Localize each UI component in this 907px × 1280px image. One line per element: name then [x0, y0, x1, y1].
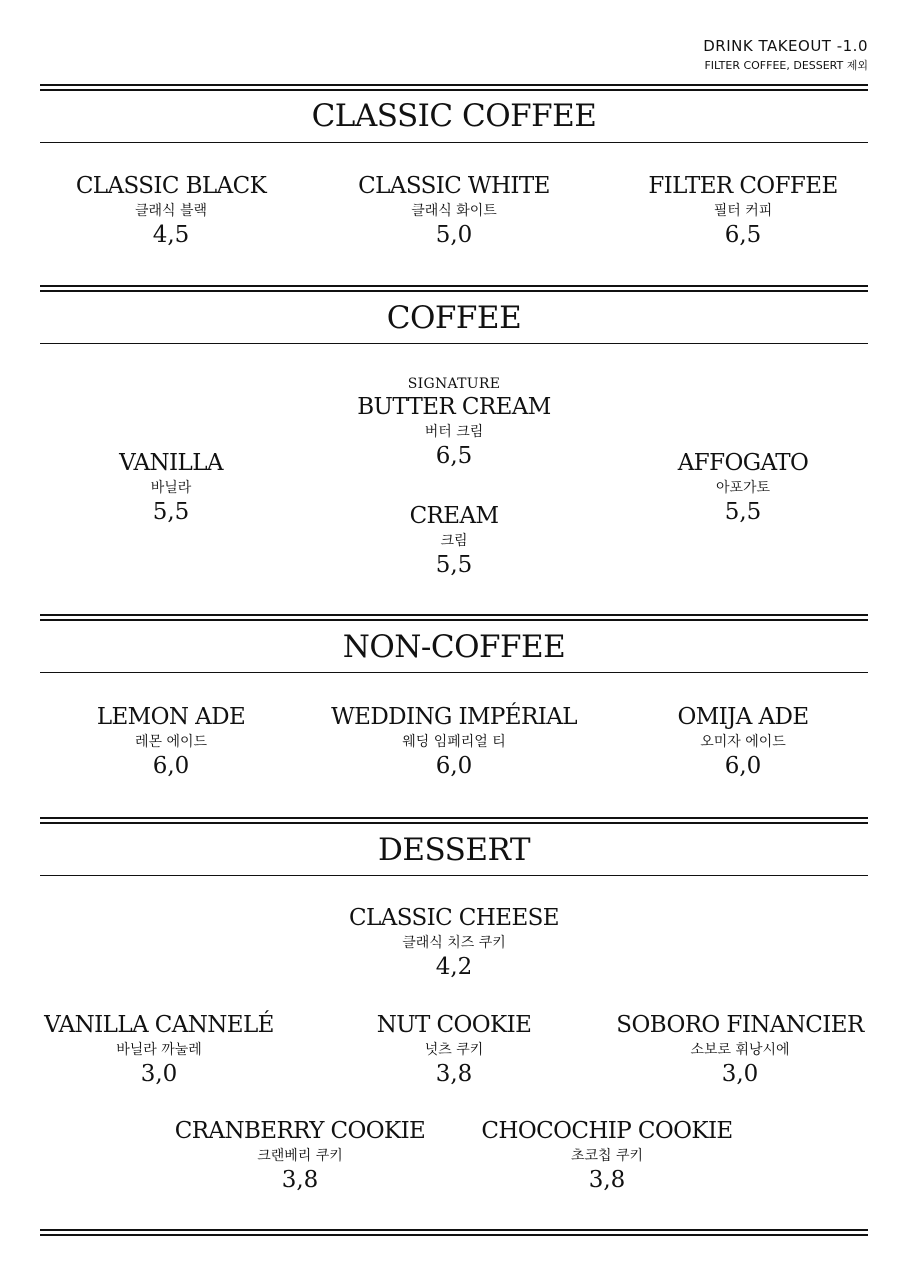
item-korean-name: 넛츠 쿠키 — [424, 1042, 484, 1058]
item-korean-name: 바닐라 — [150, 480, 192, 496]
double-divider — [40, 84, 868, 86]
item-price: 3,8 — [281, 1167, 319, 1193]
item-price: 3,0 — [721, 1061, 759, 1087]
item-price: 4,2 — [435, 954, 473, 980]
item-korean-name: 클래식 블랙 — [134, 203, 208, 219]
item-korean-name: 초코칩 쿠키 — [570, 1148, 644, 1164]
item-price: 3,8 — [435, 1061, 473, 1087]
menu-item-omija-ade — [583, 706, 903, 778]
item-name: NUT COOKIE — [376, 1012, 532, 1038]
item-name: CLASSIC WHITE — [358, 173, 550, 199]
item-name: CLASSIC CHEESE — [349, 905, 559, 931]
item-price: 3,8 — [588, 1167, 626, 1193]
item-name: CRANBERRY COOKIE — [174, 1118, 426, 1144]
double-divider — [40, 614, 868, 616]
section-title-non-coffee: NON-COFFEE — [342, 629, 566, 665]
signature-label: SIGNATURE — [407, 376, 501, 392]
item-korean-name: 크림 — [440, 533, 468, 549]
item-name: FILTER COFFEE — [648, 173, 838, 199]
item-name: LEMON ADE — [96, 704, 246, 730]
section-divider — [40, 343, 868, 344]
item-name: CREAM — [409, 503, 499, 529]
item-price: 5,5 — [724, 499, 762, 525]
item-korean-name: 오미자 에이드 — [700, 734, 786, 750]
menu-item-cream — [294, 505, 614, 577]
section-divider — [40, 142, 868, 143]
menu-item-nut-cookie — [294, 1014, 614, 1086]
menu-item-affogato — [583, 452, 903, 524]
menu-item-chocochip-cookie — [447, 1120, 767, 1192]
menu-item-cranberry-cookie — [140, 1120, 460, 1192]
menu-item-classic-black — [11, 175, 331, 247]
takeout-exclusion-note: FILTER COFFEE, DESSERT 제외 — [704, 59, 868, 72]
item-name: SOBORO FINANCIER — [616, 1012, 864, 1038]
menu-item-classic-cheese — [294, 907, 614, 979]
item-korean-name: 웨딩 임페리얼 티 — [402, 734, 506, 750]
item-korean-name: 클래식 화이트 — [411, 203, 497, 219]
item-korean-name: 버터 크림 — [424, 424, 484, 440]
menu-item-filter-coffee — [583, 175, 903, 247]
item-price: 5,5 — [435, 552, 473, 578]
section-divider — [40, 875, 868, 876]
item-price: 6,0 — [435, 753, 473, 779]
item-name: OMIJA ADE — [677, 704, 809, 730]
item-korean-name: 클래식 치즈 쿠키 — [402, 935, 506, 951]
section-divider — [40, 672, 868, 673]
item-name: CHOCOCHIP COOKIE — [481, 1118, 733, 1144]
item-name: VANILLA CANNELÉ — [44, 1012, 274, 1038]
menu-item-butter-cream — [294, 377, 614, 468]
item-korean-name: 필터 커피 — [713, 203, 773, 219]
item-price: 5,5 — [152, 499, 190, 525]
menu-item-vanilla — [11, 452, 331, 524]
section-title-coffee: COFFEE — [386, 300, 522, 336]
menu-item-vanilla-cannele — [0, 1014, 319, 1086]
item-name: VANILLA — [119, 450, 223, 476]
menu-item-soboro-financier — [580, 1014, 900, 1086]
item-name: WEDDING IMPÉRIAL — [331, 704, 577, 730]
section-title-classic-coffee: CLASSIC COFFEE — [311, 98, 597, 134]
item-price: 6,0 — [152, 753, 190, 779]
item-price: 4,5 — [152, 222, 190, 248]
section-title-dessert: DESSERT — [377, 832, 530, 868]
menu-item-classic-white — [294, 175, 614, 247]
item-price: 5,0 — [435, 222, 473, 248]
item-name: BUTTER CREAM — [357, 394, 551, 420]
item-name: CLASSIC BLACK — [75, 173, 267, 199]
item-korean-name: 크랜베리 쿠키 — [257, 1148, 343, 1164]
item-korean-name: 레몬 에이드 — [134, 734, 208, 750]
item-korean-name: 아포가토 — [715, 480, 771, 496]
double-divider — [40, 285, 868, 287]
menu-item-lemon-ade — [11, 706, 331, 778]
item-price: 6,5 — [724, 222, 762, 248]
double-divider — [40, 1229, 868, 1231]
item-korean-name: 소보로 휘낭시에 — [690, 1042, 790, 1058]
item-price: 6,5 — [435, 443, 473, 469]
item-price: 6,0 — [724, 753, 762, 779]
item-korean-name: 바닐라 까눌레 — [116, 1042, 202, 1058]
takeout-note: DRINK TAKEOUT -1.0 — [703, 37, 868, 55]
item-name: AFFOGATO — [677, 450, 809, 476]
double-divider — [40, 817, 868, 819]
menu-item-wedding-imperial — [294, 706, 614, 778]
item-price: 3,0 — [140, 1061, 178, 1087]
